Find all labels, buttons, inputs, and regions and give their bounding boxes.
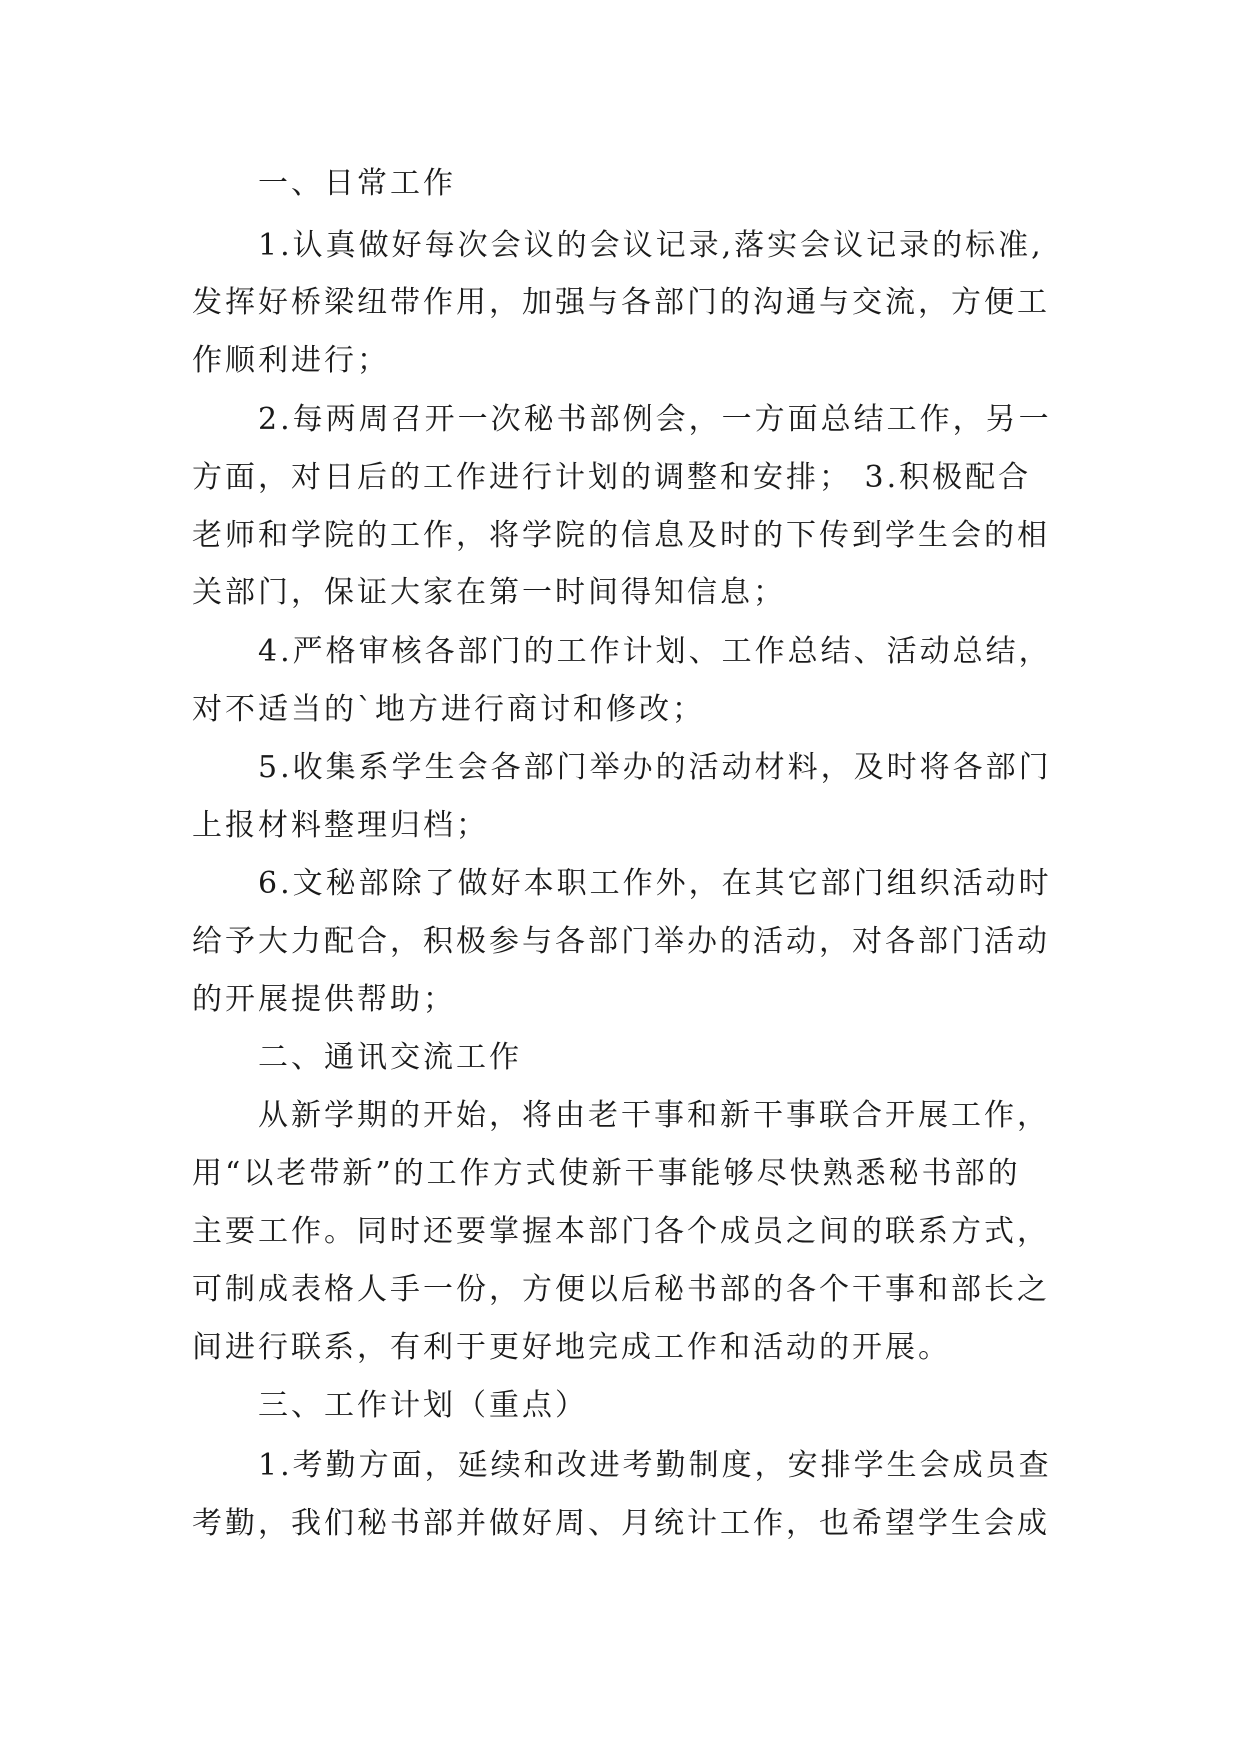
paragraph-line: 关部门，保证大家在第一时间得知信息；	[192, 575, 786, 610]
paragraph-line: 作顺利进行；	[192, 343, 390, 378]
paragraph-line: 6.文秘部除了做好本职工作外，在其它部门组织活动时	[258, 866, 1052, 901]
paragraph-line: 老师和学院的工作，将学院的信息及时的下传到学生会的相	[192, 518, 1050, 553]
paragraph-line: 2.每两周召开一次秘书部例会，一方面总结工作，另一	[258, 402, 1052, 437]
paragraph-line: 方面，对日后的工作进行计划的调整和安排； 3.积极配合	[192, 460, 1032, 495]
paragraph-line: 1.考勤方面，延续和改进考勤制度，安排学生会成员查	[258, 1448, 1052, 1483]
paragraph-line: 间进行联系，有利于更好地完成工作和活动的开展。	[192, 1330, 951, 1365]
paragraph-line: 上报材料整理归档；	[192, 808, 489, 843]
paragraph-line: 从新学期的开始，将由老干事和新干事联合开展工作，	[258, 1098, 1050, 1133]
paragraph-line: 4.严格审核各部门的工作计划、工作总结、活动总结，	[258, 634, 1052, 669]
paragraph-line: 可制成表格人手一份，方便以后秘书部的各个干事和部长之	[192, 1272, 1050, 1307]
paragraph-line: 给予大力配合，积极参与各部门举办的活动，对各部门活动	[192, 924, 1050, 959]
paragraph-line: 发挥好桥梁纽带作用，加强与各部门的沟通与交流，方便工	[192, 285, 1050, 320]
paragraph-line: 考勤，我们秘书部并做好周、月统计工作，也希望学生会成	[192, 1506, 1050, 1541]
paragraph-line: 1.认真做好每次会议的会议记录,落实会议记录的标准,	[258, 228, 1044, 263]
paragraph-line: 的开展提供帮助；	[192, 982, 456, 1017]
paragraph-line: 对不适当的`地方进行商讨和修改；	[192, 692, 705, 727]
paragraph-line: 5.收集系学生会各部门举办的活动材料，及时将各部门	[258, 750, 1052, 785]
heading-daily-work: 一、日常工作	[258, 166, 456, 201]
heading-communication: 二、通讯交流工作	[258, 1040, 522, 1075]
paragraph-line: 用“以老带新”的工作方式使新干事能够尽快熟悉秘书部的	[192, 1156, 1021, 1191]
paragraph-line: 主要工作。同时还要掌握本部门各个成员之间的联系方式，	[192, 1214, 1050, 1249]
heading-work-plan: 三、工作计划（重点）	[258, 1388, 588, 1423]
